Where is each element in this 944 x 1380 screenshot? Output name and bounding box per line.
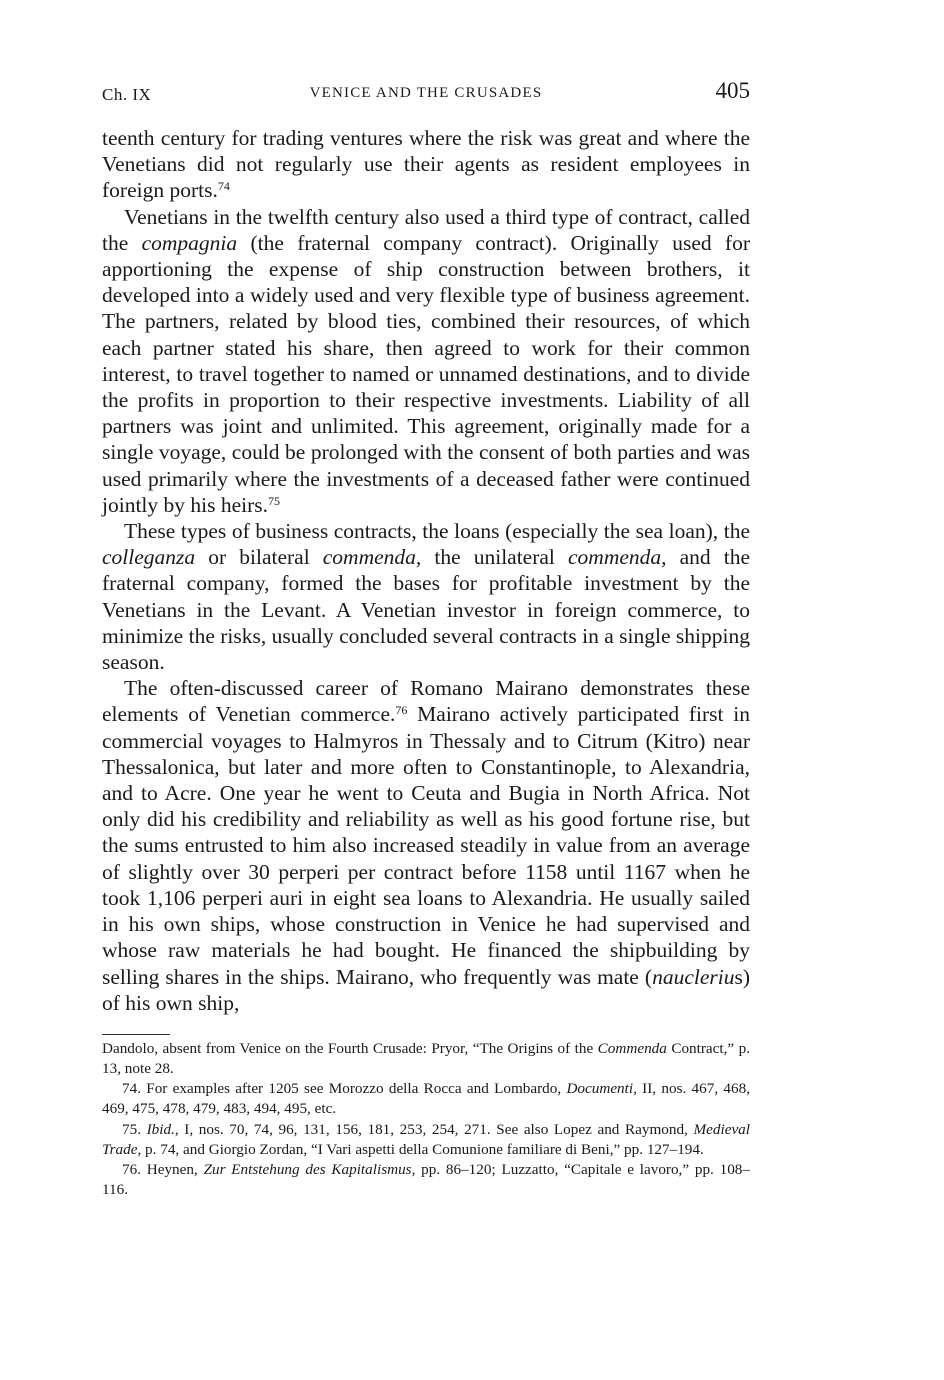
footnote-ref-76: 76 <box>395 703 408 718</box>
italic-term: commenda, <box>322 545 422 570</box>
italic-term: commenda, <box>568 545 667 570</box>
paragraph-text: These types of business contracts, the loans (especially the sea loan), the <box>124 519 750 544</box>
italic-term: Documenti, <box>566 1080 637 1098</box>
footnote-divider <box>102 1034 170 1035</box>
running-header <box>102 80 750 110</box>
running-title: VENICE AND THE CRUSADES <box>309 85 543 101</box>
footnote-text: 75. <box>122 1120 147 1138</box>
footnote-74 <box>102 1079 750 1118</box>
footnote-text: 74. For examples after 1205 see Morozzo della Rocca and Lombardo, <box>122 1080 567 1098</box>
italic-term: Commenda <box>597 1040 667 1057</box>
page-number: 405 <box>715 78 750 103</box>
footnote-text: pp. 86–120; Luzzatto, “Capitale e lavoro,” pp. 108–116. <box>102 1161 750 1198</box>
footnote-ref-74: 74 <box>217 179 230 194</box>
paragraph-3 <box>102 518 750 675</box>
italic-term: naucleriu <box>652 964 735 989</box>
paragraph-text: Venetians in the twelfth century also used a third type of contract, called the <box>102 204 750 255</box>
paragraph-text: or bilateral <box>195 545 323 570</box>
paragraph-text: The often-discussed career of Romano Mairano demonstrates these elements of Venetian commerce. <box>102 676 750 727</box>
main-text <box>102 125 750 1016</box>
footnote-ref-75: 75 <box>268 493 281 508</box>
paragraph-text: (the fraternal company contract). Originally used for apportioning the expense of ship construction between brothers, it developed into a widely used and very flexible type of business agreement. The partners, related by blood ties, combined their resources, of which each partner stated his share, then agreed to work for their common interest, to travel together to named or unnamed destinations, and to divide the profits in proportion to their respective investments. Liability of all partners was joint and unlimited. This agreement, originally made for a single voyage, could be prolonged with the consent of both parties and was used primarily where the investments of a deceased father were continued jointly by his heirs. <box>102 230 750 517</box>
footnote-continued <box>102 1039 750 1078</box>
italic-term: compagnia <box>141 230 238 255</box>
footnote-text: Contract,” p. 13, note 28. <box>102 1040 750 1077</box>
footnote-75 <box>102 1120 750 1159</box>
footnote-text: II, nos. 467, 468, 469, 475, 478, 479, 483, 494, 495, etc. <box>102 1080 750 1118</box>
paragraph-text: and the fraternal company, formed the bases for profitable investment by the Venetians in the Levant. A Venetian investor in foreign commerce, to minimize the risks, usually concluded several contracts in a single shipping season. <box>102 545 751 675</box>
paragraph-text: Mairano actively participated first in commercial voyages to Halmyros in Thessaly and to Citrum (Kitro) near Thessalonica, but later and more often to Constantinople, to Alexandria, and to Acre. One year he went to Ceuta and Bugia in North Africa. Not only did his credibility and reliability as well as his good fortune rise, but the sums entrusted to him also increased steadily in value from an average of slightly over 30 perperi per contract before 1158 until 1167 when he took 1,106 perperi auri in eight sea loans to Alexandria. He usually sailed in his own ships, whose construction in Venice he had supervised and whose raw materials he had bought. He financed the shipbuilding by selling shares in the ships. Mairano, who frequently was mate ( <box>102 702 750 989</box>
footnotes <box>102 1039 750 1201</box>
footnote-76 <box>102 1160 750 1199</box>
paragraph-text: the unilateral <box>421 545 568 570</box>
italic-term: Zur Entstehung des Kapitalismus, <box>203 1161 416 1179</box>
paragraph-4 <box>102 675 750 1016</box>
italic-term: Medieval Trade, <box>102 1120 751 1158</box>
paragraph-text: s) of his own ship, <box>102 964 750 1015</box>
chapter-label: Ch. IX <box>102 85 152 104</box>
paragraph-2 <box>102 204 750 518</box>
footnote-text: Dandolo, absent from Venice on the Fourth Crusade: Pryor, “The Origins of the <box>102 1040 598 1057</box>
footnote-text: I, nos. 70, 74, 96, 131, 156, 181, 253, 254, 271. See also Lopez and Raymond, <box>178 1120 694 1138</box>
paragraph-text: teenth century for trading ventures where the risk was great and where the Venetians did not regularly use their agents as resident employees in foreign ports. <box>102 126 750 203</box>
italic-term: Ibid., <box>146 1120 179 1138</box>
paragraph-1 <box>102 125 750 204</box>
italic-term: colleganza <box>102 545 196 570</box>
footnote-text: p. 74, and Giorgio Zordan, “I Vari aspetti della Comunione familiare di Beni,” pp. 127–194. <box>141 1140 704 1158</box>
footnote-text: 76. Heynen, <box>122 1161 204 1179</box>
